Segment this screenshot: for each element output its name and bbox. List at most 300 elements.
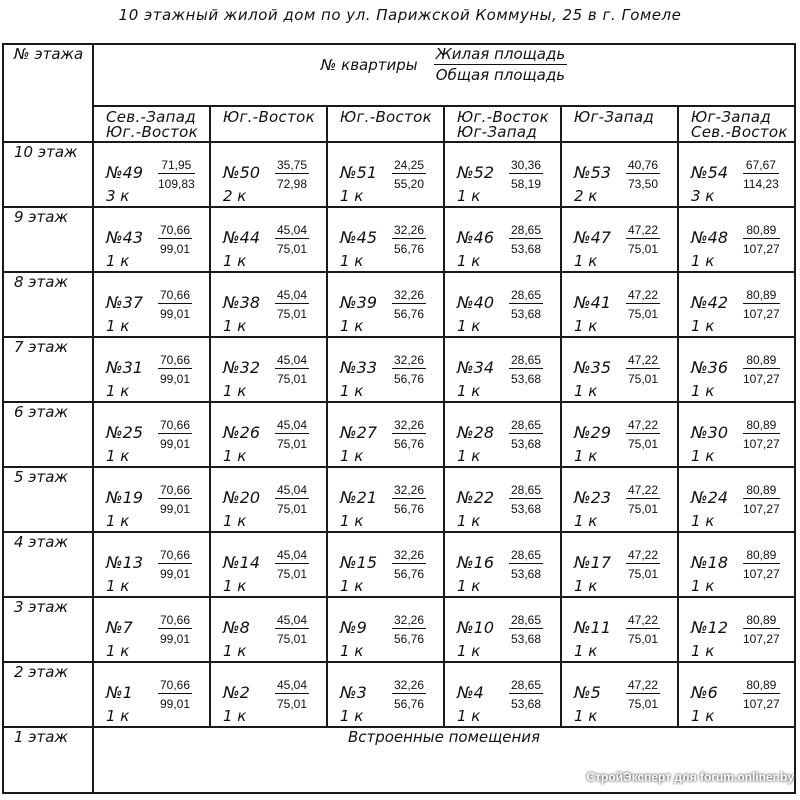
room-count: 3 к [106, 187, 130, 205]
area-fraction [275, 548, 309, 581]
apartment [679, 468, 794, 531]
apartment [328, 208, 443, 271]
apartment-number: №32 [223, 358, 260, 377]
total-area: 107,27 [743, 632, 780, 646]
apartment-cell [678, 597, 795, 662]
apartment [328, 468, 443, 531]
total-area: 75,01 [277, 502, 308, 516]
apartment-number: №18 [691, 553, 728, 572]
apartment-cell [210, 272, 327, 337]
room-count: 1 к [691, 317, 715, 335]
living-area: 47,22 [628, 613, 659, 627]
apartment [562, 208, 677, 271]
apartment-number: №14 [223, 553, 260, 572]
total-area: 99,01 [160, 567, 191, 581]
floor-row [3, 532, 795, 597]
living-area: 28,65 [511, 418, 542, 432]
apartment-cell [210, 402, 327, 467]
total-area: 53,68 [511, 502, 542, 516]
area-fraction [626, 223, 660, 256]
apartment [445, 533, 560, 596]
apartment-number: №42 [691, 293, 728, 312]
apartment-cell [210, 207, 327, 272]
apartment [94, 338, 209, 401]
living-area: 80,89 [743, 353, 780, 369]
room-count: 1 к [574, 252, 598, 270]
living-area: 32,26 [394, 678, 425, 692]
living-area: 45,04 [277, 613, 308, 627]
apartment-cell [93, 207, 210, 272]
area-fraction [743, 353, 780, 386]
orientation-header-cell [444, 106, 561, 142]
apartment-cell [327, 402, 444, 467]
apartment-cell [678, 142, 795, 207]
total-area: 53,68 [511, 307, 542, 321]
apartment-number: №29 [574, 423, 611, 442]
living-area: 47,22 [628, 548, 659, 562]
room-count: 1 к [691, 642, 715, 660]
area-fraction [743, 223, 780, 256]
room-count: 1 к [457, 382, 481, 400]
apartment [94, 663, 209, 726]
floor-row [3, 142, 795, 207]
apartment [211, 208, 326, 271]
room-count: 1 к [457, 187, 481, 205]
living-area: 70,66 [160, 288, 191, 302]
area-fraction [158, 223, 192, 256]
apartment [211, 338, 326, 401]
floor-label-cell [3, 597, 93, 662]
room-count: 1 к [691, 707, 715, 725]
area-fraction [158, 288, 192, 321]
apartment-number: №31 [106, 358, 143, 377]
apartment-cell [678, 662, 795, 727]
room-count: 3 к [691, 187, 715, 205]
apartment-cell [561, 272, 678, 337]
apartment-number: №53 [574, 163, 611, 182]
apartment [328, 533, 443, 596]
living-area: 28,65 [511, 483, 542, 497]
apartment-number: №13 [106, 553, 143, 572]
total-area: 107,27 [743, 307, 780, 321]
total-area: 56,76 [394, 502, 425, 516]
area-fraction [275, 678, 309, 711]
total-area: 75,01 [628, 242, 659, 256]
apartment-cell [561, 532, 678, 597]
apartment-number: №38 [223, 293, 260, 312]
floor-row [3, 272, 795, 337]
living-area: 80,89 [743, 548, 780, 564]
living-area: 28,65 [511, 548, 542, 562]
area-fraction [509, 483, 543, 516]
apartment [679, 273, 794, 336]
apartment-cell [678, 337, 795, 402]
total-area: 75,01 [628, 697, 659, 711]
living-area: 45,04 [277, 483, 308, 497]
apartment-number: №49 [106, 163, 143, 182]
apartment-number: №24 [691, 488, 728, 507]
apartment-cell [678, 467, 795, 532]
apartment [445, 273, 560, 336]
apartment-number: №54 [691, 163, 728, 182]
room-count: 1 к [574, 577, 598, 595]
apartment-number: №4 [457, 683, 484, 702]
area-fraction [626, 483, 660, 516]
room-count: 1 к [457, 447, 481, 465]
area-fraction [275, 223, 309, 256]
floor-label-cell [3, 337, 93, 402]
area-fraction [509, 353, 543, 386]
total-area: 107,27 [743, 697, 780, 711]
area-fraction [392, 678, 426, 711]
room-count: 1 к [574, 512, 598, 530]
area-fraction [392, 223, 426, 256]
total-area: 53,68 [511, 632, 542, 646]
room-count: 1 к [340, 577, 364, 595]
apartment [445, 208, 560, 271]
total-area: 53,68 [511, 372, 542, 386]
apartment [445, 468, 560, 531]
total-area: 75,01 [628, 567, 659, 581]
living-area: 32,26 [394, 483, 425, 497]
apartment-number: №21 [340, 488, 377, 507]
apartment-number: №11 [574, 618, 611, 637]
living-area: 28,65 [511, 223, 542, 237]
room-count: 1 к [106, 577, 130, 595]
area-fraction [275, 483, 309, 516]
orientation-line: Юг.-Восток [223, 108, 315, 126]
total-area: 99,01 [160, 307, 191, 321]
total-area: 56,76 [394, 437, 425, 451]
apartment-cell [327, 272, 444, 337]
room-count: 1 к [106, 382, 130, 400]
living-area: 70,66 [160, 483, 191, 497]
header-row-top [3, 44, 795, 106]
apartment-cell [561, 467, 678, 532]
apartment-cell [444, 337, 561, 402]
living-area: 70,66 [160, 353, 191, 367]
room-count: 1 к [223, 447, 247, 465]
floor-row [3, 597, 795, 662]
area-fraction [392, 158, 426, 191]
living-area: 32,26 [394, 223, 425, 237]
living-area: 80,89 [743, 678, 780, 694]
orientation-line: Юг-Запад [457, 123, 538, 141]
apartment [562, 663, 677, 726]
apartment-cell [444, 142, 561, 207]
apartment-cell [561, 207, 678, 272]
room-count: 1 к [457, 577, 481, 595]
living-area: 35,75 [277, 158, 308, 172]
apartment-cell [327, 597, 444, 662]
area-fraction [743, 548, 780, 581]
apartment [211, 143, 326, 206]
room-count: 1 к [340, 317, 364, 335]
apartment [679, 208, 794, 271]
total-area: 75,01 [277, 567, 308, 581]
area-fraction [509, 548, 543, 581]
living-area: 67,67 [743, 158, 779, 174]
apartment [94, 208, 209, 271]
apartment [328, 273, 443, 336]
living-area: 70,66 [160, 418, 191, 432]
room-count: 1 к [223, 382, 247, 400]
living-area: 32,26 [394, 353, 425, 367]
apartment [562, 338, 677, 401]
apartment-cell [444, 272, 561, 337]
total-area: 99,01 [160, 502, 191, 516]
total-area: 72,98 [277, 177, 308, 191]
total-area: 75,01 [628, 502, 659, 516]
room-count: 1 к [106, 252, 130, 270]
floor-label: 8 этаж [14, 273, 68, 291]
apartment [94, 403, 209, 466]
apartment-number: №17 [574, 553, 611, 572]
apartment-number: №26 [223, 423, 260, 442]
apartment-number: №51 [340, 163, 377, 182]
apartment [445, 403, 560, 466]
orientation-line: Юг-Запад [691, 108, 772, 126]
apartment-cell [327, 662, 444, 727]
area-fraction [392, 613, 426, 646]
apartment [211, 273, 326, 336]
apartment-cell [210, 662, 327, 727]
apartment-number: №8 [223, 618, 250, 637]
room-count: 1 к [223, 512, 247, 530]
floor-label: 5 этаж [14, 468, 68, 486]
living-area: 70,66 [160, 223, 191, 237]
area-fraction [743, 418, 780, 451]
orientation-label [679, 107, 794, 140]
living-area: 45,04 [277, 418, 308, 432]
total-area: 75,01 [628, 437, 659, 451]
floor-header-cell [3, 44, 93, 142]
room-count: 1 к [457, 512, 481, 530]
apartment-number: №43 [106, 228, 143, 247]
apartment [211, 663, 326, 726]
room-count: 1 к [340, 447, 364, 465]
total-area: 75,01 [628, 632, 659, 646]
apartment [94, 468, 209, 531]
room-count: 2 к [223, 187, 247, 205]
floor-header-label: № этажа [14, 45, 84, 63]
apartment [679, 663, 794, 726]
apartment-number: №30 [691, 423, 728, 442]
apartment [445, 663, 560, 726]
area-fraction [743, 288, 780, 321]
orientation-label [328, 107, 443, 125]
total-area: 75,01 [277, 697, 308, 711]
apartment-number: №28 [457, 423, 494, 442]
area-fraction [509, 223, 543, 256]
apartment [679, 533, 794, 596]
room-count: 1 к [691, 577, 715, 595]
room-count: 1 к [340, 187, 364, 205]
total-area: 56,76 [394, 567, 425, 581]
apartment-number: №48 [691, 228, 728, 247]
living-area-label: Жилая площадь [435, 45, 566, 63]
apartment-number: №46 [457, 228, 494, 247]
room-count: 1 к [223, 317, 247, 335]
total-area: 53,68 [511, 437, 542, 451]
apartment-cell [444, 532, 561, 597]
area-fraction [509, 158, 543, 191]
room-count: 1 к [574, 317, 598, 335]
apartment-cell [561, 597, 678, 662]
living-area: 32,26 [394, 418, 425, 432]
total-area: 53,68 [511, 567, 542, 581]
floor-label: 1 этаж [14, 728, 68, 746]
apartment-table [2, 43, 796, 794]
total-area: 107,27 [743, 567, 780, 581]
orientation-line: Юг.-Восток [106, 123, 198, 141]
watermark: СтройЭксперт для forum.onliner.by [586, 770, 794, 784]
room-count: 1 к [457, 642, 481, 660]
total-area: 56,76 [394, 307, 425, 321]
room-count: 1 к [223, 252, 247, 270]
living-area: 80,89 [743, 288, 780, 304]
apartment-number: №19 [106, 488, 143, 507]
total-area: 114,23 [743, 177, 779, 191]
apartment-cell [210, 467, 327, 532]
living-area: 47,22 [628, 678, 659, 692]
orientation-line: Юг.-Восток [340, 108, 432, 126]
apartment-number: №44 [223, 228, 260, 247]
total-area: 58,19 [511, 177, 542, 191]
room-count: 1 к [340, 382, 364, 400]
area-fraction [158, 483, 192, 516]
area-fraction [392, 418, 426, 451]
floor-label: 6 этаж [14, 403, 68, 421]
total-area: 107,27 [743, 437, 780, 451]
area-fraction [158, 353, 192, 386]
apartment-cell [93, 662, 210, 727]
room-count: 1 к [574, 707, 598, 725]
total-area: 53,68 [511, 697, 542, 711]
area-fraction [392, 548, 426, 581]
orientation-header-cell [327, 106, 444, 142]
living-area: 80,89 [743, 223, 780, 239]
apartment-cell [93, 467, 210, 532]
apartment [328, 143, 443, 206]
apartment [94, 533, 209, 596]
living-area: 47,22 [628, 288, 659, 302]
living-area: 24,25 [394, 158, 425, 172]
area-fraction [275, 418, 309, 451]
area-fraction [158, 678, 192, 711]
apartment-cell [210, 337, 327, 402]
floor-label-cell [3, 207, 93, 272]
header-row-orientation [3, 106, 795, 142]
area-fraction [392, 353, 426, 386]
area-fraction [158, 613, 192, 646]
living-area: 28,65 [511, 678, 542, 692]
apartment-cell [678, 532, 795, 597]
apartment-cell [327, 337, 444, 402]
living-area: 32,26 [394, 613, 425, 627]
apartment [562, 598, 677, 661]
room-count: 1 к [457, 707, 481, 725]
apartment [211, 598, 326, 661]
apartment-number: №50 [223, 163, 260, 182]
apartment [211, 468, 326, 531]
apartment-cell [327, 467, 444, 532]
apartment-table-body [3, 44, 795, 793]
area-fraction [743, 483, 780, 516]
living-area: 40,76 [628, 158, 659, 172]
orientation-label [94, 107, 209, 140]
apartment-number: №5 [574, 683, 601, 702]
total-area: 107,27 [743, 242, 780, 256]
apartment-number: №45 [340, 228, 377, 247]
living-area: 30,36 [511, 158, 542, 172]
room-count: 1 к [223, 577, 247, 595]
apartment-number: №36 [691, 358, 728, 377]
apartment [562, 403, 677, 466]
living-area: 70,66 [160, 548, 191, 562]
apartment-number: №20 [223, 488, 260, 507]
area-fraction [626, 288, 660, 321]
orientation-header-cell [678, 106, 795, 142]
apartment-cell [93, 272, 210, 337]
orientation-label [562, 107, 677, 125]
area-fraction [158, 158, 195, 191]
apartment-number: №12 [691, 618, 728, 637]
area-fraction [275, 613, 309, 646]
apartment [679, 403, 794, 466]
floor-label: 2 этаж [14, 663, 68, 681]
room-count: 1 к [574, 382, 598, 400]
living-area: 47,22 [628, 223, 659, 237]
area-fraction [743, 158, 779, 191]
living-area: 47,22 [628, 353, 659, 367]
room-count: 1 к [106, 642, 130, 660]
area-fraction [509, 288, 543, 321]
room-count: 1 к [106, 317, 130, 335]
apartment [328, 663, 443, 726]
area-fraction [509, 418, 543, 451]
floor-label-cell [3, 727, 93, 793]
apartment-number: №9 [340, 618, 367, 637]
apartment-cell [93, 337, 210, 402]
living-area: 28,65 [511, 613, 542, 627]
apartment-number: №25 [106, 423, 143, 442]
floor-label-cell [3, 142, 93, 207]
living-area: 45,04 [277, 223, 308, 237]
apartment-cell [327, 532, 444, 597]
living-area: 80,89 [743, 483, 780, 499]
area-fraction [626, 353, 660, 386]
floor-label-cell [3, 532, 93, 597]
total-area: 99,01 [160, 242, 191, 256]
living-area: 80,89 [743, 613, 780, 629]
total-area: 107,27 [743, 372, 780, 386]
apartment [328, 403, 443, 466]
apartment [562, 143, 677, 206]
room-count: 1 к [691, 447, 715, 465]
room-count: 1 к [457, 252, 481, 270]
living-area: 32,26 [394, 548, 425, 562]
floor-label: 7 этаж [14, 338, 68, 356]
room-count: 1 к [106, 707, 130, 725]
floor-row [3, 662, 795, 727]
living-area: 45,04 [277, 353, 308, 367]
apartment-cell [444, 467, 561, 532]
orientation-label [211, 107, 326, 125]
apartment [211, 533, 326, 596]
area-fraction [275, 288, 309, 321]
apartment-cell [210, 142, 327, 207]
